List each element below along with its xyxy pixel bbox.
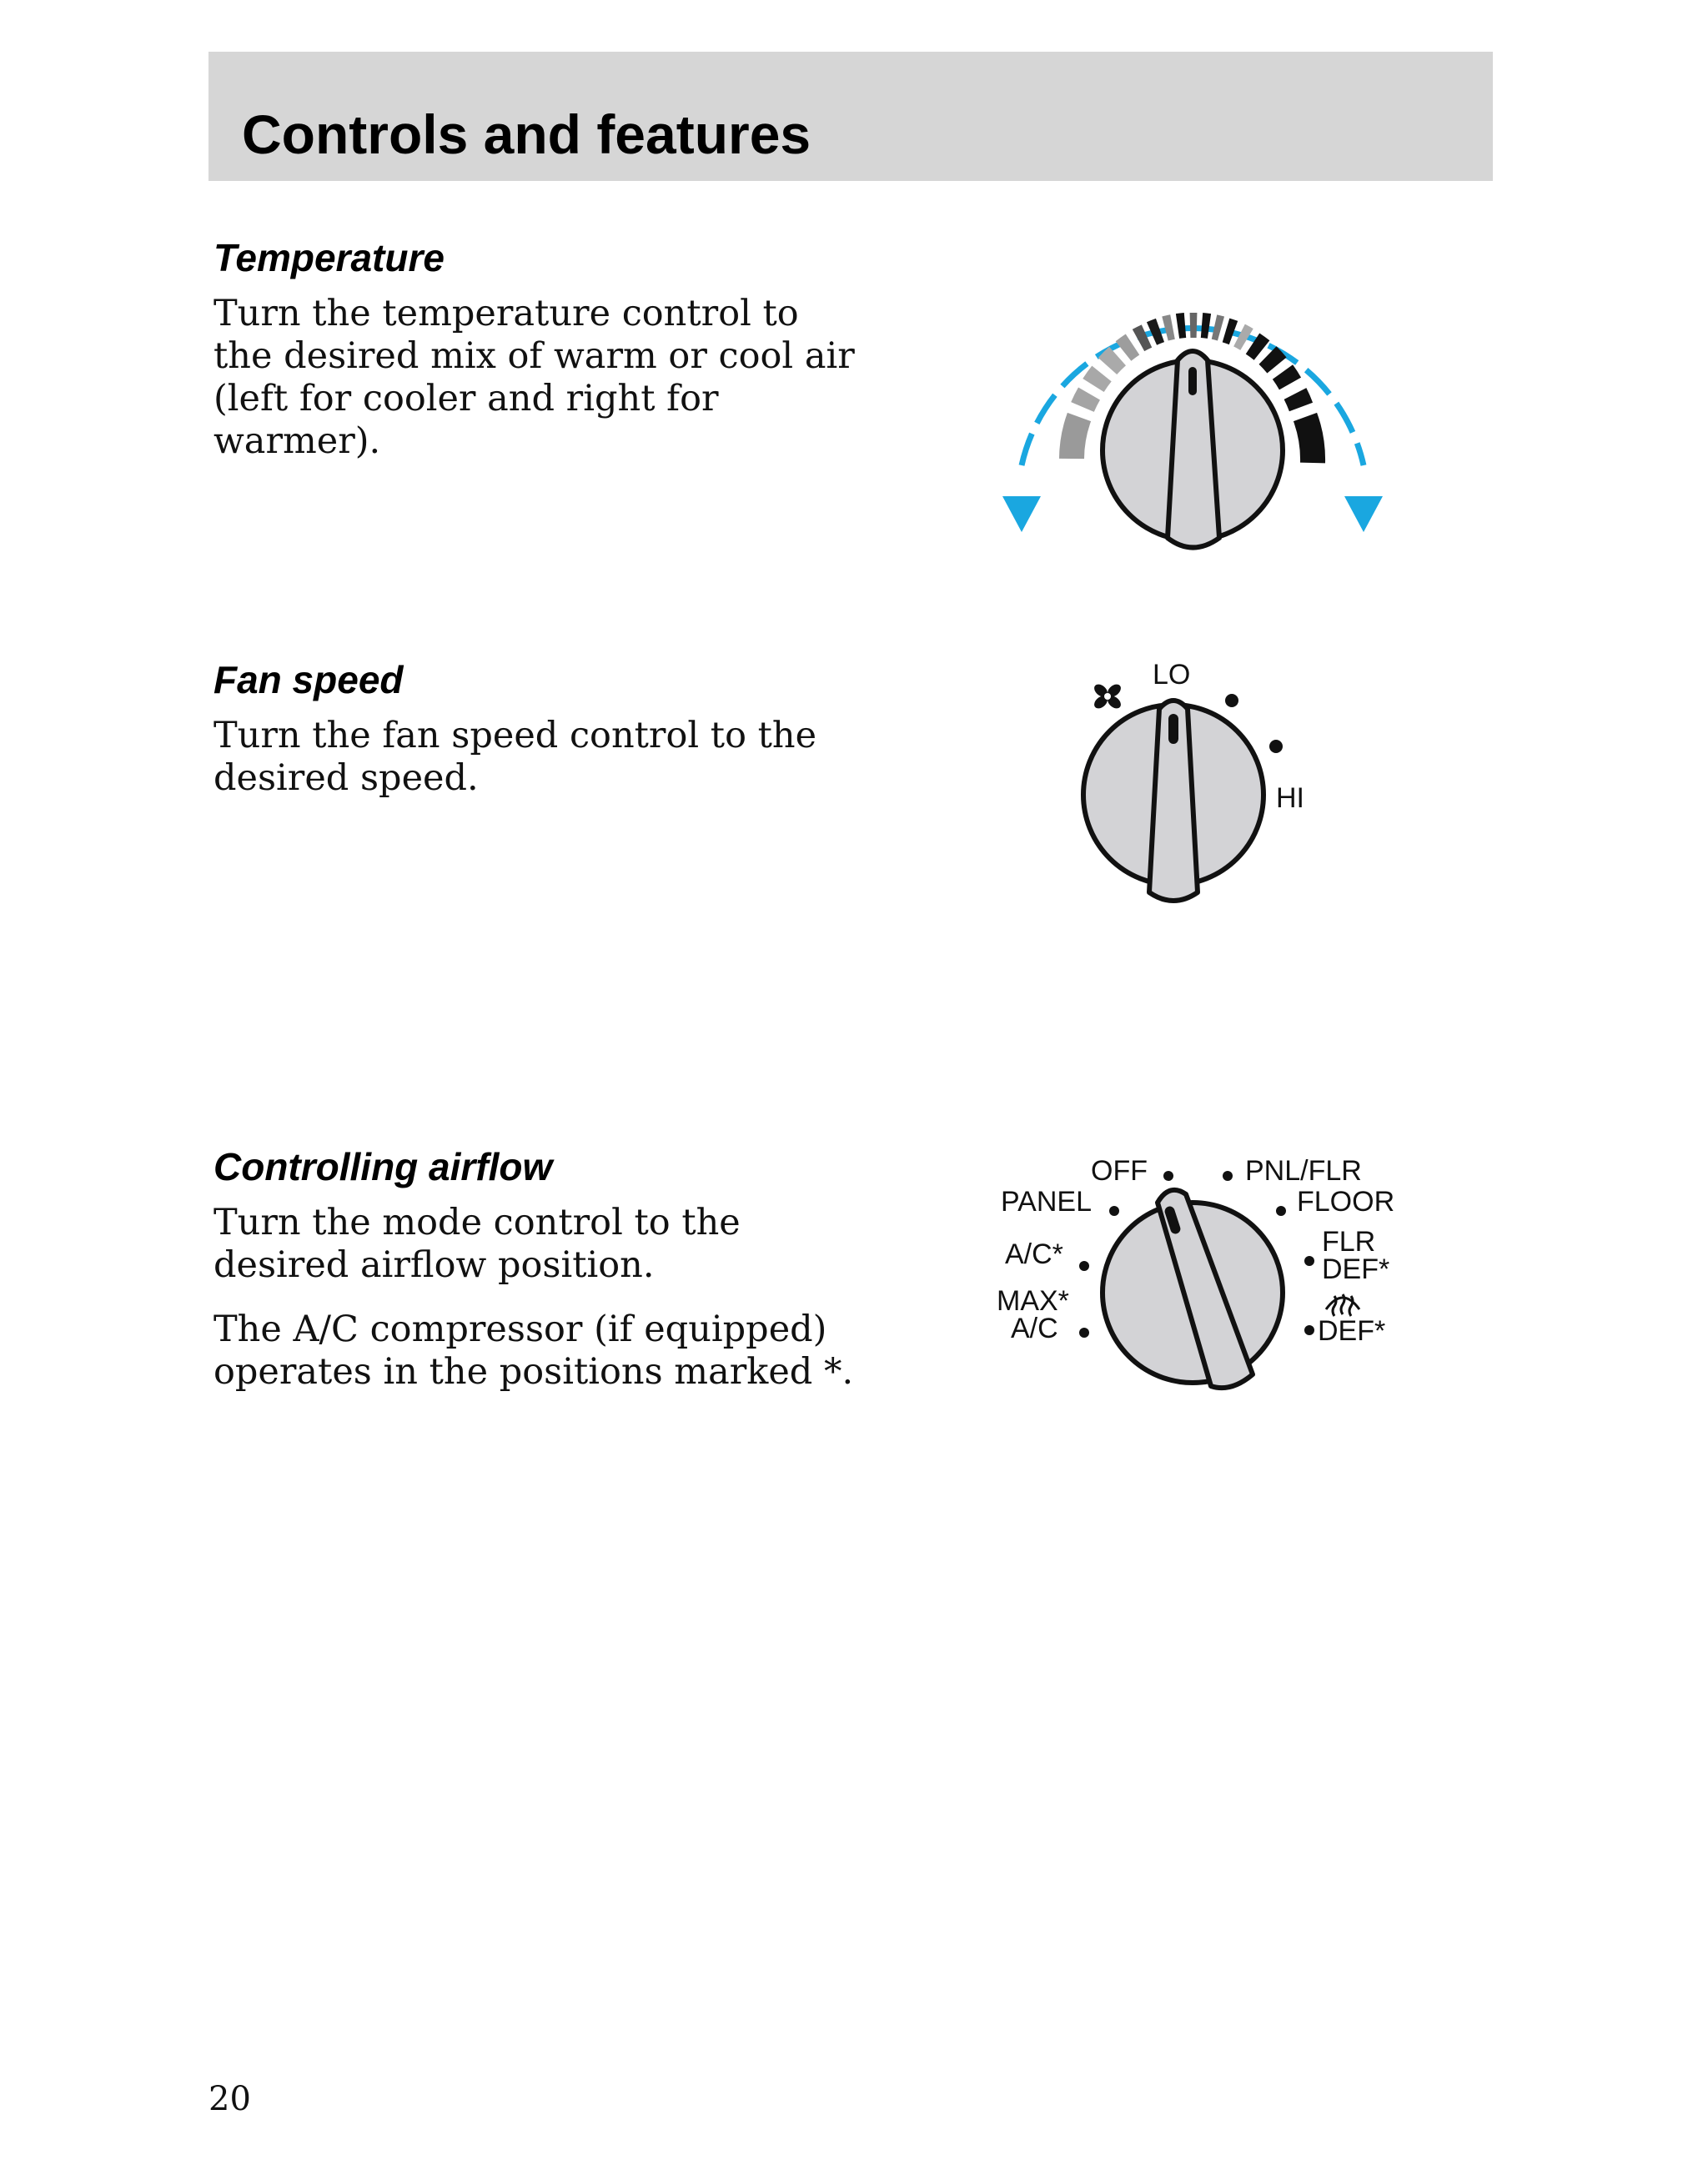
fan-speed-dot-2 <box>1225 694 1238 707</box>
mode-label-flr-def-line1: FLR <box>1322 1226 1376 1258</box>
mode-label-off: OFF <box>1091 1155 1148 1187</box>
mode-dot-max-ac <box>1079 1328 1089 1338</box>
mode-label-max-ac-line1: MAX* <box>997 1285 1069 1317</box>
defrost-icon <box>1326 1294 1359 1316</box>
mode-label-def: DEF* <box>1318 1315 1386 1347</box>
left-arrow-icon <box>1002 496 1041 532</box>
mode-label-floor: FLOOR <box>1297 1186 1395 1218</box>
temperature-heading: Temperature <box>214 236 445 279</box>
fan-speed-heading: Fan speed <box>214 658 404 701</box>
mode-label-ac: A/C* <box>1005 1238 1063 1270</box>
temperature-body: Turn the temperature control to the desired mix of warm or cool air (left for cooler and right for warmer). <box>214 293 855 463</box>
fan-speed-dot-3 <box>1269 740 1283 753</box>
mode-label-pnl-flr: PNL/FLR <box>1245 1155 1362 1187</box>
airflow-section <box>214 1144 881 1394</box>
airflow-note: The A/C compressor (if equipped) operates in the positions marked *. <box>214 1309 854 1394</box>
airflow-heading: Controlling airflow <box>214 1145 553 1188</box>
fan-speed-section <box>214 657 881 800</box>
fan-speed-knob-indicator <box>1168 714 1178 744</box>
fan-speed-body: Turn the fan speed control to the desired speed. <box>214 715 817 800</box>
temperature-control-diagram <box>984 250 1401 567</box>
temperature-section <box>214 235 881 463</box>
mode-label-flr-def-line2: DEF* <box>1322 1253 1390 1285</box>
page-number: 20 <box>208 2080 251 2118</box>
page-title: Controls and features <box>242 103 811 165</box>
mode-label-max-ac-line2: A/C <box>1011 1313 1058 1344</box>
mode-label-panel: PANEL <box>1001 1186 1092 1218</box>
mode-dot-ac <box>1079 1261 1089 1271</box>
mode-dot-def <box>1304 1325 1314 1335</box>
mode-dot-flr-def <box>1304 1256 1314 1266</box>
temperature-knob-indicator <box>1188 367 1197 395</box>
right-arrow-icon <box>1344 496 1383 532</box>
mode-dot-panel <box>1109 1206 1119 1216</box>
header-band <box>208 52 1493 181</box>
mode-dot-off <box>1163 1171 1173 1181</box>
fan-lo-label: LO <box>1153 659 1191 691</box>
airflow-body: Turn the mode control to the desired airflow position. <box>214 1202 741 1287</box>
fan-hi-label: HI <box>1276 782 1304 814</box>
fan-icon <box>1092 682 1123 711</box>
mode-dot-pnl-flr <box>1223 1171 1233 1181</box>
airflow-mode-control-diagram <box>984 1151 1401 1401</box>
fan-speed-control-diagram <box>1076 659 1376 909</box>
mode-dot-floor <box>1276 1206 1286 1216</box>
